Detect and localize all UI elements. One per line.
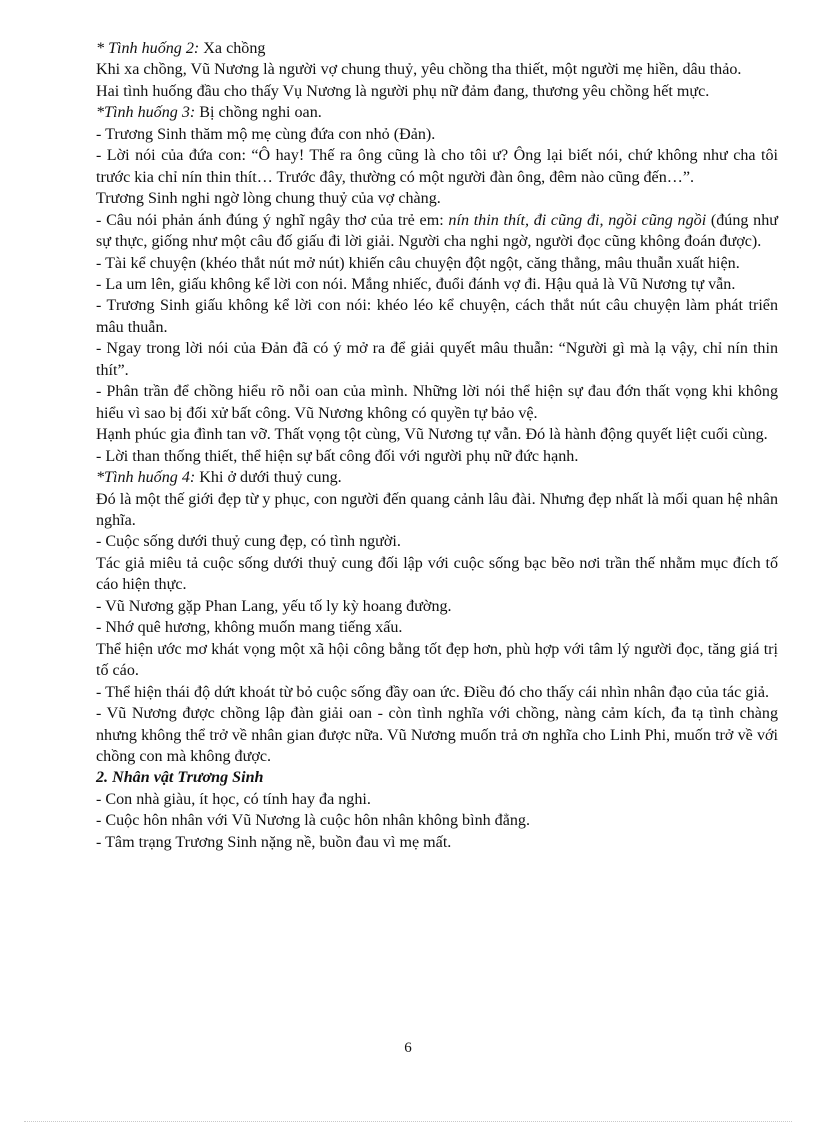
paragraph: - Vũ Nương được chồng lập đàn giải oan - còn tình nghĩa với chồng, nàng cảm kích, đa tạ tình chàng nhưng không thể trở về nhân gian được nữa. Vũ Nương muốn trả ơn nghĩa cho Linh Phi, muốn trở về với chồng con mà không được. bbox=[96, 705, 778, 765]
situation-label: * Tình huống 2: bbox=[96, 40, 200, 57]
paragraph: Hạnh phúc gia đình tan vỡ. Thất vọng tột cùng, Vũ Nương tự vẫn. Đó là hành động quyết liệt cuối cùng. bbox=[96, 426, 768, 444]
situation-title: Bị chồng nghi oan. bbox=[195, 104, 322, 122]
paragraph: Thể hiện ước mơ khát vọng một xã hội công bằng tốt đẹp hơn, phù hợp với tâm lý người đọc, tăng giá trị tố cáo. bbox=[96, 640, 778, 680]
paragraph: - Nhớ quê hương, không muốn mang tiếng xấu. bbox=[96, 619, 403, 637]
paragraph: - Vũ Nương gặp Phan Lang, yếu tố ly kỳ hoang đường. bbox=[96, 597, 452, 615]
paragraph-text: - Câu nói phản ánh đúng ý nghĩ ngây thơ của trẻ em: bbox=[96, 211, 449, 229]
paragraph: - Tâm trạng Trương Sinh nặng nề, buồn đau vì mẹ mất. bbox=[96, 833, 452, 851]
situation-2-heading bbox=[96, 38, 778, 59]
section-heading bbox=[96, 767, 778, 788]
document-page bbox=[96, 38, 778, 853]
paragraph: Hai tình huống đầu cho thấy Vụ Nương là người phụ nữ đảm đang, thương yêu chồng hết mực. bbox=[96, 82, 710, 100]
paragraph-text: (đúng như sự thực, giống như một câu đố giấu đi lời giải. Người cha nghi ngờ, người đọc cũng không đoán được). bbox=[96, 211, 778, 251]
paragraph: - Thể hiện thái độ dứt khoát từ bỏ cuộc sống đầy oan ức. Điều đó cho thấy cái nhìn nhân đạo của tác giả. bbox=[96, 683, 770, 701]
situation-title: Xa chồng bbox=[199, 40, 266, 57]
paragraph: Trương Sinh nghi ngờ lòng chung thuỷ của vợ chàng. bbox=[96, 190, 441, 208]
situation-4-heading bbox=[96, 467, 778, 488]
page-number: 6 bbox=[404, 1040, 412, 1056]
paragraph: Khi xa chồng, Vũ Nương là người vợ chung thuỷ, yêu chồng tha thiết, một người mẹ hiền, dâu thảo. bbox=[96, 61, 742, 79]
footer-divider bbox=[24, 1121, 792, 1122]
paragraph: Đó là một thế giới đẹp từ y phục, con người đến quang cảnh lâu đài. Nhưng đẹp nhất là mối quan hệ nhân nghĩa. bbox=[96, 490, 778, 529]
situation-3-heading bbox=[96, 102, 778, 123]
situation-title: Khi ở dưới thuỷ cung. bbox=[195, 469, 342, 487]
paragraph bbox=[96, 210, 778, 253]
paragraph: Tác giả miêu tả cuộc sống dưới thuỷ cung đối lập với cuộc sống bạc bẽo nơi trần thế nhằm mục đích tố cáo hiện thực. bbox=[96, 554, 778, 594]
paragraph: - Phân trần để chồng hiểu rõ nỗi oan của mình. Những lời nói thể hiện sự đau đớn thất vọng khi không hiểu vì sao bị đối xử bất công. Vũ Nương không có quyền tự bảo vệ. bbox=[96, 383, 778, 422]
paragraph: - Tài kể chuyện (khéo thắt nút mở nút) khiến câu chuyện đột ngột, căng thẳng, mâu thuẫn xuất hiện. bbox=[96, 254, 740, 272]
situation-label: *Tình huống 4: bbox=[96, 469, 196, 487]
paragraph: - Cuộc hôn nhân với Vũ Nương là cuộc hôn nhân không bình đẳng. bbox=[96, 812, 530, 830]
italic-quote: nín thin thít, đi cũng đi, ngồi cũng ngồi bbox=[448, 211, 707, 229]
paragraph: - Trương Sinh giấu không kể lời con nói: khéo léo kể chuyện, cách thắt nút câu chuyện làm phát triển mâu thuẫn. bbox=[96, 297, 778, 336]
paragraph: - La um lên, giấu không kể lời con nói. Mắng nhiếc, đuổi đánh vợ đi. Hậu quả là Vũ Nương tự vẫn. bbox=[96, 275, 736, 293]
paragraph: - Ngay trong lời nói của Đản đã có ý mở ra để giải quyết mâu thuẫn: “Người gì mà lạ vậy, chỉ nín thin thít”. bbox=[96, 340, 778, 379]
paragraph: - Trương Sinh thăm mộ mẹ cùng đứa con nhỏ (Đản). bbox=[96, 125, 436, 143]
paragraph: - Lời nói của đứa con: “Ô hay! Thế ra ông cũng là cho tôi ư? Ông lại biết nói, chứ không như cha tôi trước kia chỉ nín thin thít… Trước đây, thường có một người đàn ông, đêm nào cũng đến…”. bbox=[96, 147, 778, 186]
paragraph: - Con nhà giàu, ít học, có tính hay đa nghi. bbox=[96, 790, 371, 808]
paragraph: - Lời than thống thiết, thể hiện sự bất công đối với người phụ nữ đức hạnh. bbox=[96, 447, 579, 465]
paragraph: - Cuộc sống dưới thuỷ cung đẹp, có tình người. bbox=[96, 533, 401, 551]
section-heading-text: 2. Nhân vật Trương Sinh bbox=[96, 769, 264, 787]
situation-label: *Tình huống 3: bbox=[96, 104, 196, 122]
